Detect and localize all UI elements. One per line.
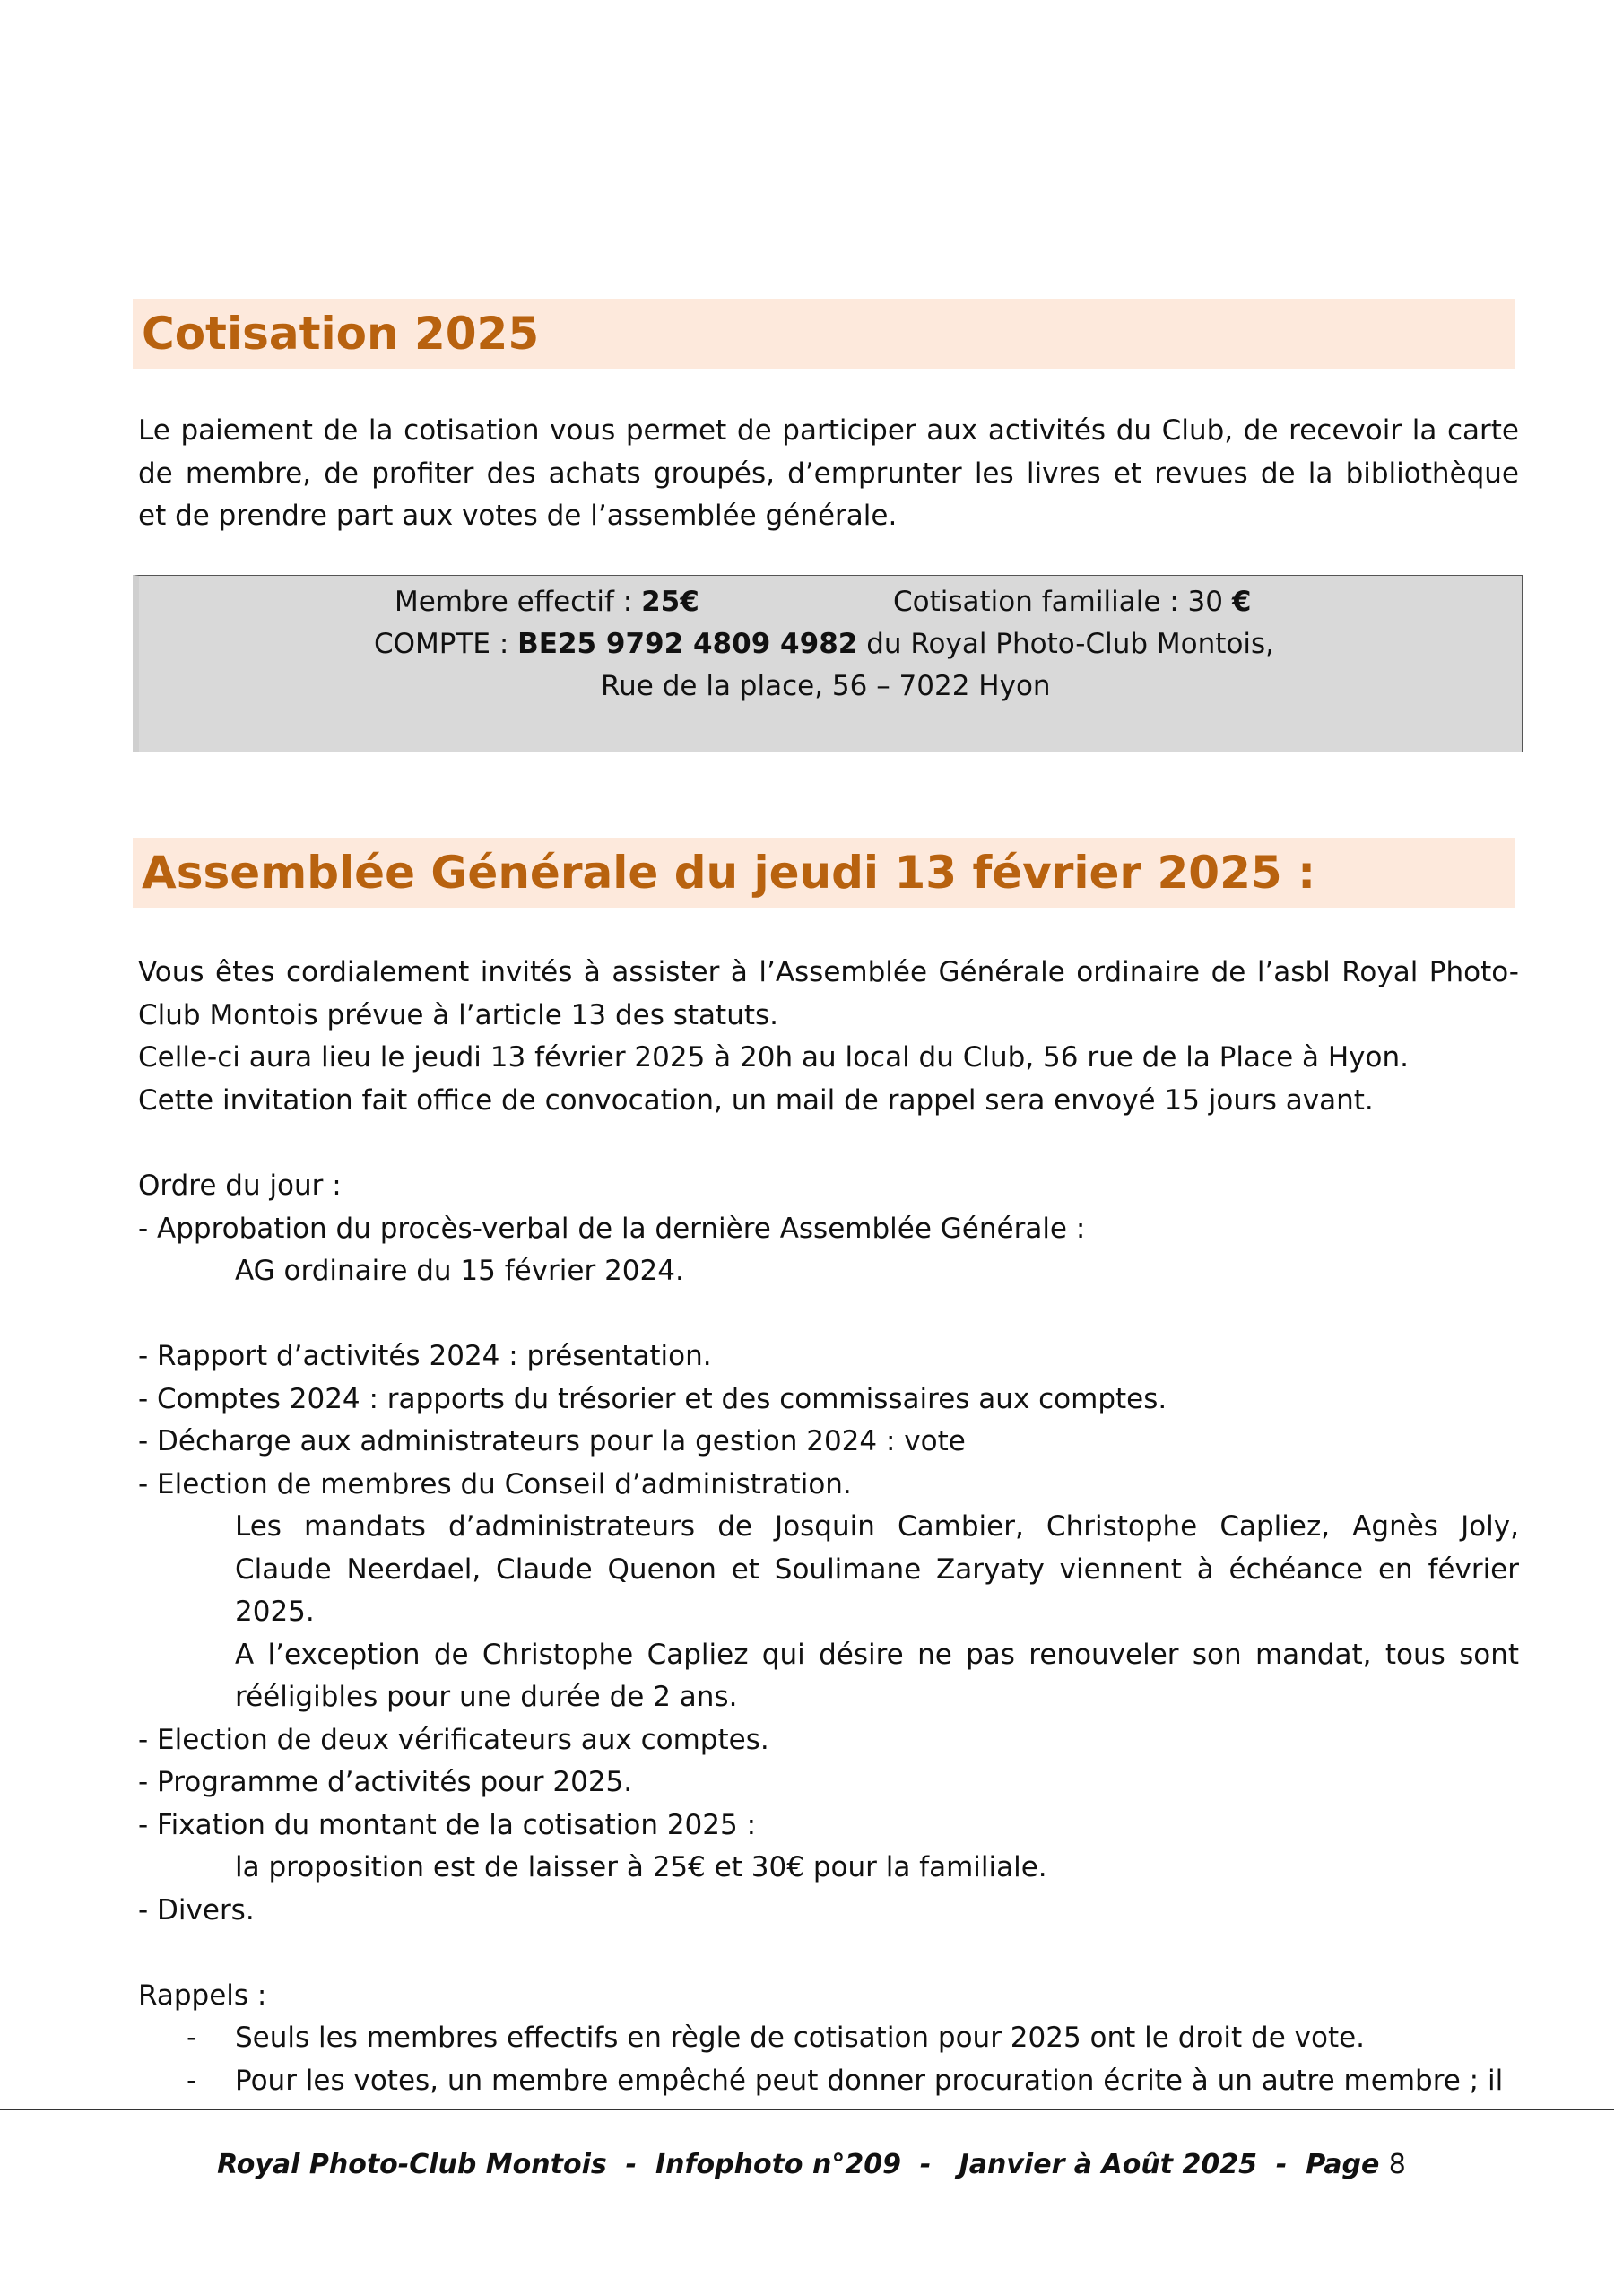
ordre-du-jour [138, 1165, 1519, 2102]
rappels-title: Rappels : [138, 1979, 267, 2012]
ordre-item: - Election de membres du Conseil d’administration. [138, 1467, 852, 1500]
ordre-item: - Fixation du montant de la cotisation 2025 : [138, 1808, 757, 1841]
ordre-item: - Programme d’activités pour 2025. [138, 1766, 633, 1798]
ordre-item: - Election de deux vérificateurs aux comptes. [138, 1723, 769, 1756]
ordre-sub: 2025. [235, 1596, 315, 1628]
iban: BE25 9792 4809 4982 [517, 628, 858, 660]
spacer [138, 1293, 1519, 1336]
rappel-item: - Pour les votes, un membre empêché peut donner procuration écrite à un autre membre ; il [187, 2064, 1504, 2097]
cotisation-familiale: Cotisation familiale : 30 € [893, 586, 1252, 618]
ordre-sub: Claude Neerdael, Claude Quenon et Soulimane Zaryaty viennent à échéance en février [235, 1552, 1519, 1586]
invite-line: Cette invitation fait office de convocation, un mail de rappel sera envoyé 15 jours avant. [138, 1083, 1374, 1117]
ordre-sub: la proposition est de laisser à 25€ et 30€ pour la familiale. [235, 1851, 1047, 1883]
footer-divider [0, 2109, 1614, 2110]
payment-info-box [133, 575, 1523, 752]
spacer [138, 1932, 1519, 1975]
ordre-sub: rééligibles pour une durée de 2 ans. [235, 1681, 738, 1713]
membre-amount: 25€ [641, 586, 699, 618]
intro-line: et de prendre part aux votes de l’assemblée générale. [138, 500, 898, 532]
ordre-item: - Approbation du procès-verbal de la dernière Assemblée Générale : [138, 1212, 1086, 1245]
invite-line: Club Montois prévue à l’article 13 des statuts. [138, 998, 778, 1031]
rappel-item: - Seuls les membres effectifs en règle de cotisation pour 2025 ont le droit de vote. [187, 2022, 1366, 2054]
cotisation-heading: Cotisation 2025 [133, 299, 1515, 369]
assemblee-invite [138, 952, 1519, 1122]
ordre-sub: A l’exception de Christophe Capliez qui désire ne pas renouveler son mandat, tous sont [235, 1638, 1519, 1671]
ordre-item: - Rapport d’activités 2024 : présentation. [138, 1340, 712, 1372]
ordre-title: Ordre du jour : [138, 1170, 342, 1202]
ordre-item: - Divers. [138, 1893, 255, 1926]
ordre-sub: AG ordinaire du 15 février 2024. [235, 1255, 684, 1287]
address: Rue de la place, 56 – 7022 Hyon [601, 670, 1051, 702]
cotisation-intro [138, 410, 1519, 538]
intro-line: Le paiement de la cotisation vous permet de participer aux activités du Club, de recevoir la carte [138, 414, 1519, 447]
assemblee-heading: Assemblée Générale du jeudi 13 février 2025 : [133, 838, 1515, 908]
page-footer: Royal Photo-Club Montois - Infophoto n°209 - Janvier à Août 2025 - Page 8 [217, 2149, 1406, 2180]
ordre-item: - Comptes 2024 : rapports du trésorier et des commissaires aux comptes. [138, 1382, 1167, 1415]
invite-line: Vous êtes cordialement invités à assister à l’Assemblée Générale ordinaire de l’asbl Royal Photo- [138, 956, 1519, 988]
membre-effectif: Membre effectif : 25€ [395, 586, 699, 618]
ordre-sub: Les mandats d’administrateurs de Josquin Cambier, Christophe Capliez, Agnès Joly, [235, 1510, 1519, 1543]
intro-line: de membre, de profiter des achats groupés, d’emprunter les livres et revues de la bibliothèque [138, 457, 1519, 490]
compte: COMPTE : BE25 9792 4809 4982 du Royal Photo-Club Montois, [374, 628, 1275, 660]
ordre-item: - Décharge aux administrateurs pour la gestion 2024 : vote [138, 1425, 966, 1457]
page-number: 8 [1388, 2149, 1406, 2180]
invite-line: Celle-ci aura lieu le jeudi 13 février 2025 à 20h au local du Club, 56 rue de la Place à Hyon. [138, 1041, 1409, 1074]
